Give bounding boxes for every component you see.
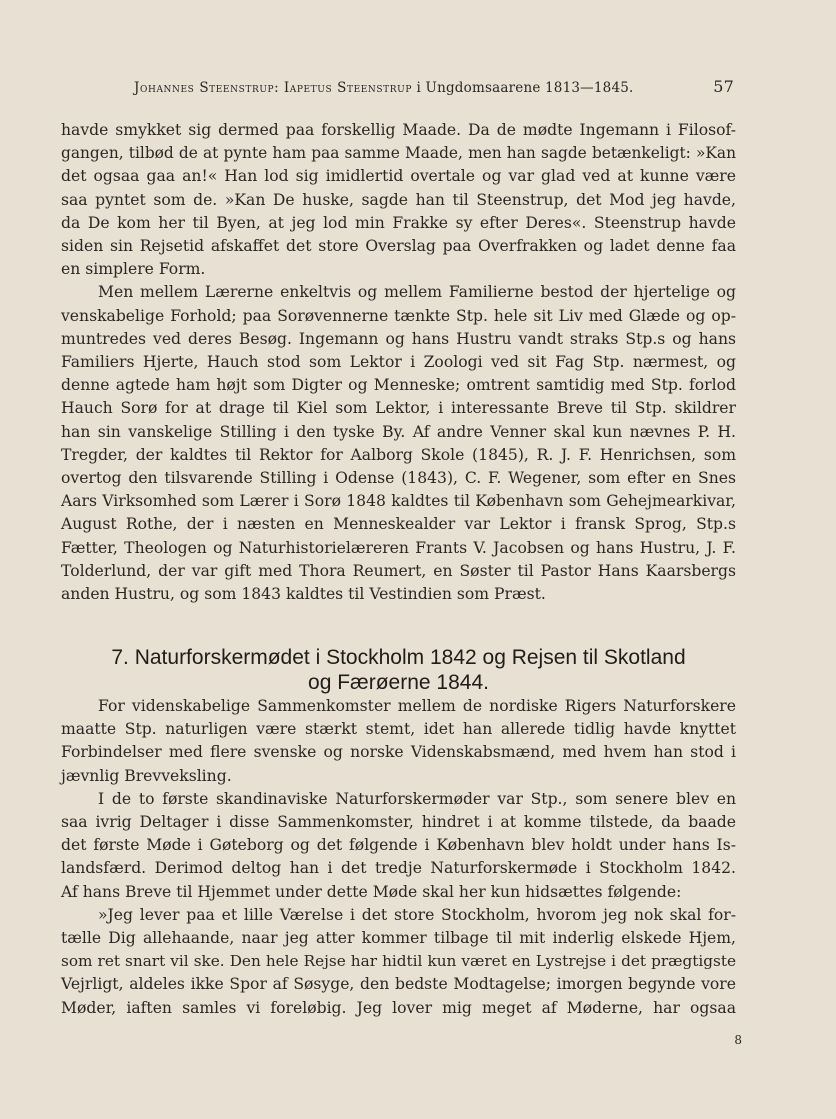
text-line: Af hans Breve til Hjemmet under dette Møde skal her kun hidsættes følgende:	[61, 882, 682, 901]
text-line: en simplere Form.	[61, 260, 206, 279]
text-line: Forbindelser med flere svenske og norske Videnskabsmænd, med hvem han stod i	[61, 743, 736, 762]
paragraph	[61, 788, 736, 904]
paragraph	[61, 119, 736, 281]
text-line: landsfærd. Derimod deltog han i det tredje Naturforskermøde i Stockholm 1842.	[61, 859, 736, 878]
text-line: saa ivrig Deltager i disse Sammenkomster, hindret i at komme tilstede, da baade	[61, 813, 736, 832]
text-line: maatte Stp. naturligen være stærkt stemt, idet han allerede tidlig havde knyttet	[61, 720, 736, 739]
section-heading-line: 7. Naturforskermødet i Stockholm 1842 og Rejsen til Skotland	[111, 646, 686, 669]
page-number: 57	[713, 77, 734, 96]
text-line: August Rothe, der i næsten en Menneskealder var Lektor i fransk Sprog, Stp.s	[61, 515, 736, 534]
text-line: Men mellem Lærerne enkeltvis og mellem Familierne bestod der hjertelige og	[98, 283, 736, 302]
text-line: anden Hustru, og som 1843 kaldtes til Vestindien som Præst.	[61, 585, 546, 604]
paragraph	[61, 695, 736, 788]
text-line: tælle Dig allehaande, naar jeg atter kommer tilbage til mit inderlig elskede Hjem,	[61, 929, 736, 948]
text-line: Familiers Hjerte, Hauch stod som Lektor i Zoologi ved sit Fag Stp. nærmest, og	[61, 353, 736, 372]
text-line: For videnskabelige Sammenkomster mellem de nordiske Rigers Naturforskere	[98, 697, 736, 715]
paragraph	[61, 281, 736, 606]
text-line: han sin vanskelige Stilling i den tyske By. Af andre Venner skal kun nævnes P. H.	[61, 422, 736, 441]
text-line: muntredes ved deres Besøg. Ingemann og hans Hustru vandt straks Stp.s og hans	[61, 329, 736, 348]
running-head-title: Iapetus Steenstrup	[283, 80, 412, 96]
text-line: Tregder, der kaldtes til Rektor for Aalborg Skole (1845), R. J. F. Henrichsen, som	[61, 445, 736, 464]
text-line: Vejrligt, aldeles ikke Spor af Søsyge, den bedste Modtagelse; imorgen begynde vore	[61, 975, 736, 994]
text-line: saa pyntet som de. »Kan De huske, sagde han til Steenstrup, det Mod jeg havde,	[61, 190, 736, 209]
body-text-bottom	[61, 695, 736, 1020]
text-line: Aars Virksomhed som Lærer i Sorø 1848 kaldtes til København som Gehejmearkivar,	[61, 492, 736, 511]
text-line: venskabelige Forhold; paa Sorøvennerne tænkte Stp. hele sit Liv med Glæde og op-	[61, 306, 736, 325]
text-line: Møder, iaften samles vi foreløbig. Jeg lover mig meget af Møderne, har ogsaa	[61, 998, 736, 1017]
text-line: denne agtede ham højt som Digter og Menneske; omtrent samtidig med Stp. forlod	[61, 376, 736, 395]
text-line: det første Møde i Gøteborg og det følgende i København blev holdt under hans Is-	[61, 836, 736, 855]
text-line: siden sin Rejsetid afskaffet det store Overslag paa Overfrakken og ladet denne faa	[61, 237, 736, 256]
text-line: »Jeg lever paa et lille Værelse i det store Stockholm, hvorom jeg nok skal for-	[98, 905, 736, 924]
text-line: havde smykket sig dermed paa forskellig Maade. Da de mødte Ingemann i Filosof-	[61, 121, 736, 139]
text-line: Fætter, Theologen og Naturhistorielæreren Frants V. Jacobsen og hans Hustru, J. F.	[61, 538, 736, 557]
text-line: jævnlig Brevveksling.	[61, 766, 232, 785]
signature-mark: 8	[734, 1033, 742, 1047]
paragraph	[61, 904, 736, 1020]
text-line: Tolderlund, der var gift med Thora Reumert, en Søster til Pastor Hans Kaarsbergs	[61, 561, 736, 580]
text-line: Hauch Sorø for at drage til Kiel som Lektor, i interessante Breve til Stp. skildrer	[61, 399, 736, 418]
text-line: gangen, tilbød de at pynte ham paa samme Maade, men han sagde betænkeligt: »Kan	[61, 144, 736, 163]
running-head	[134, 77, 734, 96]
section-heading	[61, 645, 736, 695]
text-line: I de to første skandinaviske Naturforskermøder var Stp., som senere blev en	[98, 789, 736, 808]
running-head-author: Johannes Steenstrup:	[134, 80, 280, 96]
body-text-top	[61, 119, 736, 606]
running-head-subtitle: i Ungdomsaarene 1813—1845.	[416, 80, 634, 96]
text-line: da De kom her til Byen, at jeg lod min Frakke sy efter Deres«. Steenstrup havde	[61, 213, 736, 232]
text-line: overtog den tilsvarende Stilling i Odense (1843), C. F. Wegener, som efter en Snes	[61, 469, 736, 488]
text-line: som ret snart vil ske. Den hele Rejse har hidtil kun været en Lystrejse i det prægtigste	[61, 952, 736, 971]
section-heading-line: og Færøerne 1844.	[308, 671, 489, 694]
text-line: det ogsaa gaa an!« Han lod sig imidlertid overtale og var glad ved at kunne være	[61, 167, 736, 186]
